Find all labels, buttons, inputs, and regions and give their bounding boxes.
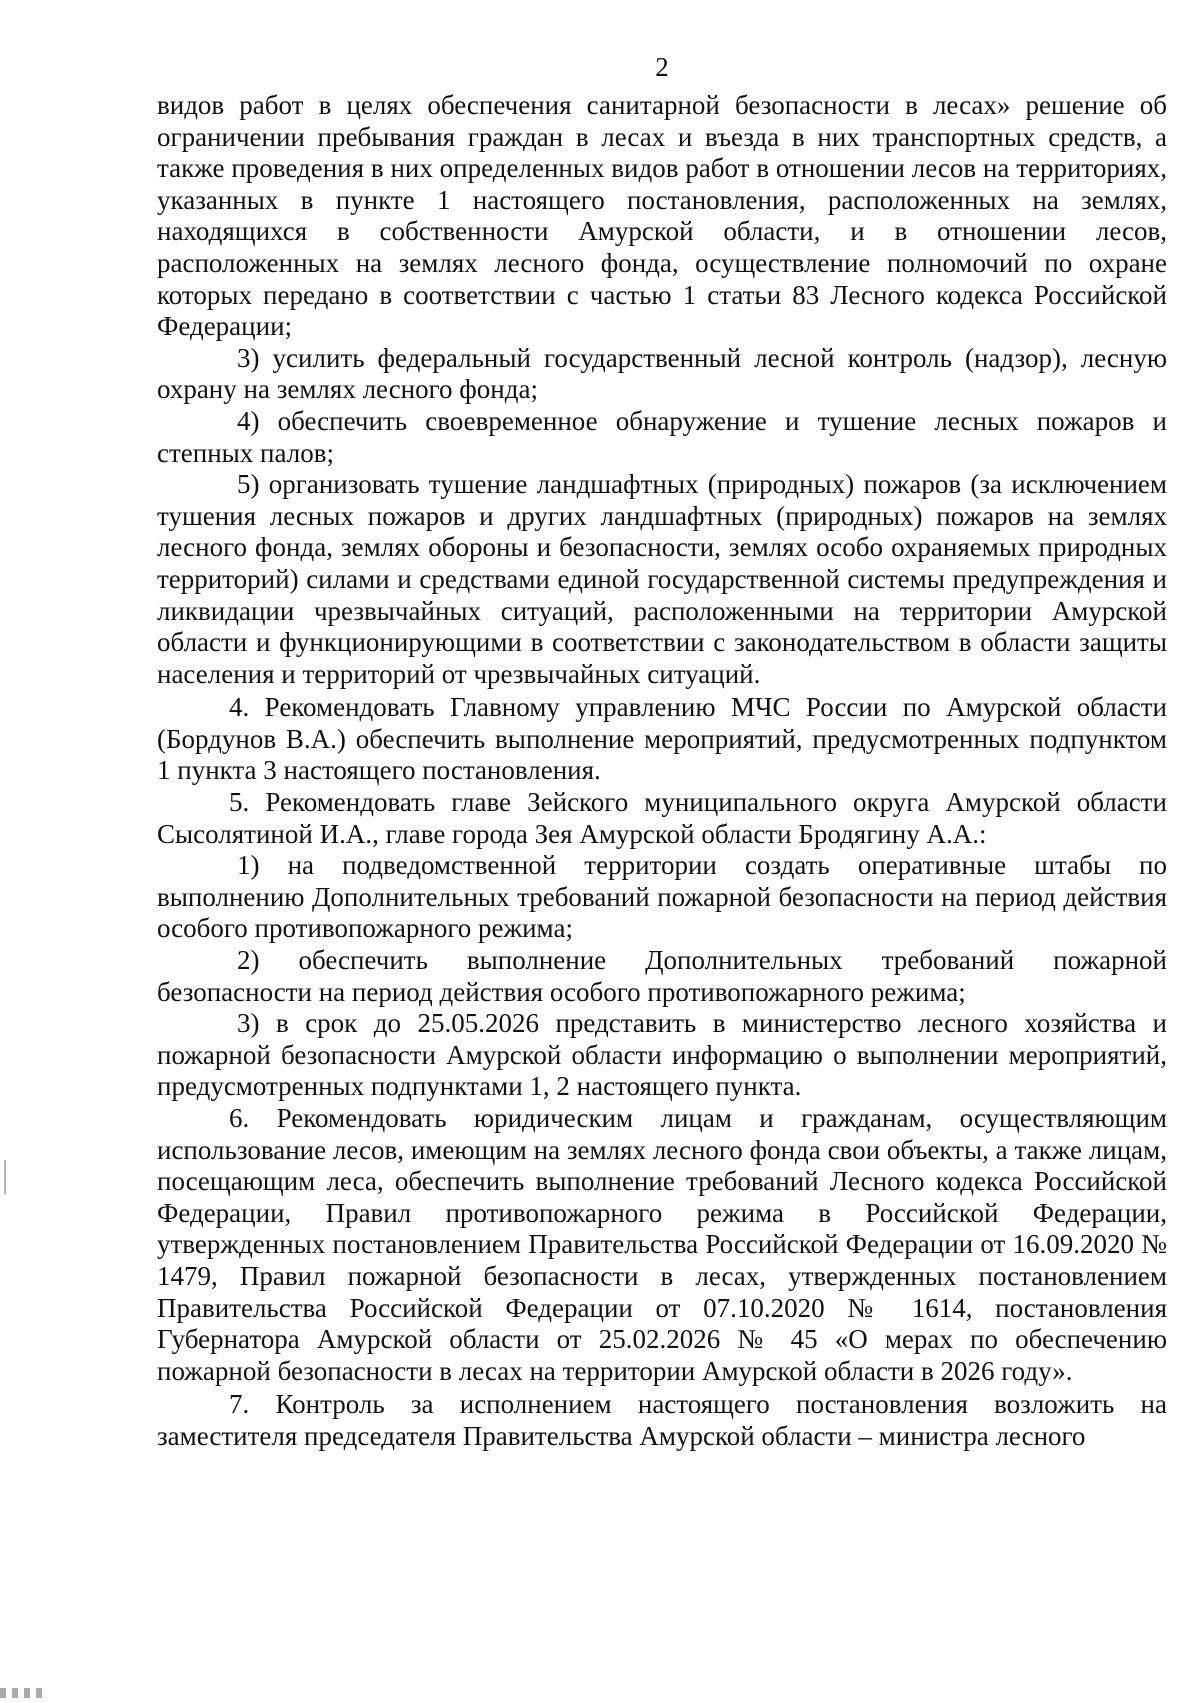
scan-artifact-bottom xyxy=(0,1688,48,1698)
subitem-2-requirements: 2) обеспечить выполнение Дополнительных требований пожарной безопасности на период действия особого противопожарного режима; xyxy=(157,945,1167,1007)
scan-artifact-left xyxy=(4,1160,6,1194)
item-6-legal-entities: 6. Рекомендовать юридическим лицам и гражданам, осуществляющим использование лесов, имеющим на землях лесного фонда свои объекты, а также лицам, посещающим леса, обеспечить выполнение требований Лесного кодекса Российской Федерации, Правил противопожарного режима в Российской Федерации, утвержденных постановлением Правительства Российской Федерации от 16.09.2020 № 1479, Правил пожарной безопасности в лесах, утвержденных постановлением Правительства Российской Федерации от 07.10.2020 № 1614, постановления Губернатора Амурской области от 25.02.2026 № 45 «О мерах по обеспечению пожарной безопасности в лесах на территории Амурской области в 2026 году». xyxy=(157,1103,1167,1386)
subitem-3-forest-control: 3) усилить федеральный государственный лесной контроль (надзор), лесную охрану на землях лесного фонда; xyxy=(157,342,1167,405)
subitem-3-report-deadline: 3) в срок до 25.05.2026 представить в министерство лесного хозяйства и пожарной безопасности Амурской области информацию о выполнении мероприятий, предусмотренных подпунктами 1, 2 настоящего пункта. xyxy=(157,1008,1167,1102)
item-7-control: 7. Контроль за исполнением настоящего постановления возложить на заместителя председателя Правительства Амурской области – министра лесного xyxy=(157,1389,1167,1451)
subitem-4-fire-detection: 4) обеспечить своевременное обнаружение и тушение лесных пожаров и степных палов; xyxy=(157,405,1167,468)
page-number: 2 xyxy=(655,52,669,82)
document-page xyxy=(157,52,1167,1453)
subitem-1-headquarters: 1) на подведомственной территории создать оперативные штабы по выполнению Дополнительных требований пожарной безопасности на период действия особого противопожарного режима; xyxy=(157,850,1167,944)
subitem-5-landscape-fires: 5) организовать тушение ландшафтных (природных) пожаров (за исключением тушения лесных пожаров и других ландшафтных (природных) пожаров на землях лесного фонда, землях обороны и безопасности, землях особо охраняемых природных территорий) силами и средствами единой государственной системы предупреждения и ликвидации чрезвычайных ситуаций, расположенными на территории Амурской области и функционирующими в соответствии с законодательством в области защиты населения и территорий от чрезвычайных ситуаций. xyxy=(157,469,1167,689)
item-4-emergency-ministry: 4. Рекомендовать Главному управлению МЧС России по Амурской области (Бордунов В.А.) обеспечить выполнение мероприятий, предусмотренных подпунктом 1 пункта 3 настоящего постановления. xyxy=(157,692,1167,786)
paragraph-continuation: видов работ в целях обеспечения санитарной безопасности в лесах» решение об ограничении пребывания граждан в лесах и въезда в них транспортных средств, а также проведения в них определенных видов работ в отношении лесов на территориях, указанных в пункте 1 настоящего постановления, расположенных на землях, находящихся в собственности Амурской области, и в отношении лесов, расположенных на землях лесного фонда, осуществление полномочий по охране которых передано в соответствии с частью 1 статьи 83 Лесного кодекса Российской Федерации; xyxy=(157,90,1167,342)
item-5-district-heads: 5. Рекомендовать главе Зейского муниципального округа Амурской области Сысолятиной И.А., главе города Зея Амурской области Бродягину А.А.: xyxy=(157,787,1167,849)
